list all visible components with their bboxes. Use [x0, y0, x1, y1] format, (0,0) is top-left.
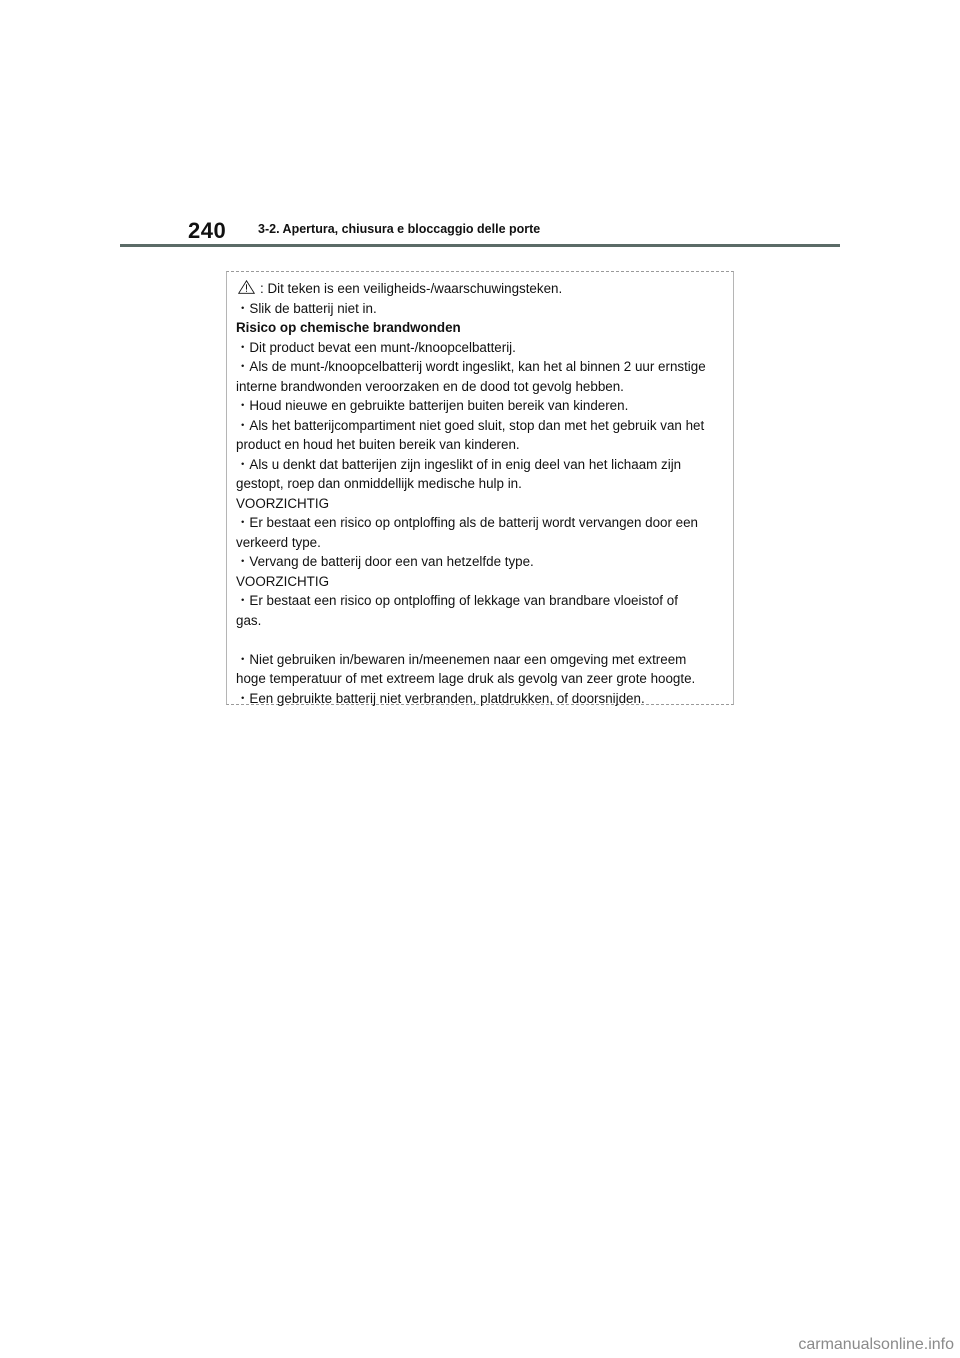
warning-line: ・Als u denkt dat batterijen zijn ingeslikt of in enig deel van het lichaam zijn	[236, 456, 682, 472]
warning-line: ・Een gebruikte batterij niet verbranden, platdrukken, of doorsnijden.	[236, 690, 645, 706]
caution-heading: VOORZICHTIG	[236, 573, 329, 589]
warning-line: ・Als de munt-/knoopcelbatterij wordt ingeslikt, kan het al binnen 2 uur ernstige	[236, 359, 706, 374]
warning-line: ・Vervang de batterij door een van hetzelfde type.	[236, 554, 534, 569]
footer-watermark: carmanualsonline.info	[798, 1336, 954, 1353]
warning-line: ・Dit product bevat een munt-/knoopcelbatterij.	[236, 339, 516, 355]
caution-heading: VOORZICHTIG	[236, 495, 329, 511]
warning-intro-line	[236, 279, 726, 299]
warning-box-content	[236, 279, 726, 708]
warning-line: hoge temperatuur of met extreem lage druk als gevolg van zeer grote hoogte.	[236, 671, 696, 686]
warning-line: ・Als het batterijcompartiment niet goed sluit, stop dan met het gebruik van het	[236, 417, 705, 433]
warning-line: ・Er bestaat een risico op ontploffing of lekkage van brandbare vloeistof of	[236, 593, 678, 608]
warning-line: ・Er bestaat een risico op ontploffing als de batterij wordt vervangen door een	[236, 515, 699, 530]
warning-line: ・Slik de batterij niet in.	[236, 300, 377, 316]
warning-line: gas.	[236, 612, 262, 628]
warning-box	[226, 271, 734, 705]
section-title: 3-2. Apertura, chiusura e bloccaggio delle porte	[258, 222, 541, 236]
page-number: 240	[188, 218, 227, 243]
blank-line	[236, 630, 726, 650]
warning-line: verkeerd type.	[236, 534, 321, 550]
warning-intro-text: : Dit teken is een veiligheids-/waarschuwingsteken.	[260, 281, 563, 296]
warning-triangle-icon	[238, 280, 255, 294]
warning-line: gestopt, roep dan onmiddellijk medische hulp in.	[236, 476, 522, 491]
warning-line: interne brandwonden veroorzaken en de dood tot gevolg hebben.	[236, 378, 624, 394]
warning-line: product en houd het buiten bereik van kinderen.	[236, 437, 520, 452]
warning-heading: Risico op chemische brandwonden	[236, 320, 461, 335]
warning-line: ・Niet gebruiken in/bewaren in/meenemen naar een omgeving met extreem	[236, 651, 687, 667]
header-rule	[120, 244, 840, 247]
warning-line: ・Houd nieuwe en gebruikte batterijen buiten bereik van kinderen.	[236, 398, 629, 413]
